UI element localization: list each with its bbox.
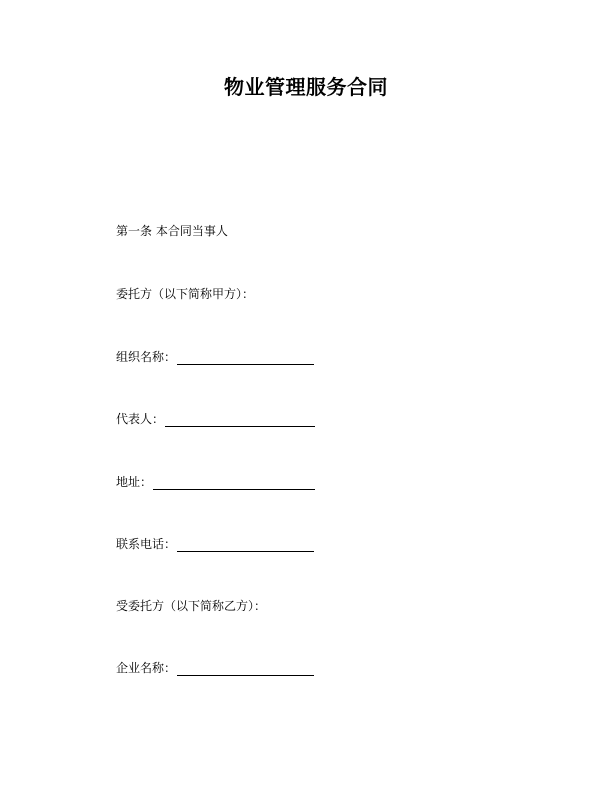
org-name-blank[interactable]: [177, 352, 314, 365]
phone-row: [116, 536, 314, 552]
org-name-label: 组织名称：: [116, 350, 177, 364]
address-blank[interactable]: [153, 477, 315, 490]
address-row: [116, 474, 315, 490]
representative-blank[interactable]: [165, 414, 315, 427]
address-label: 地址：: [116, 475, 153, 489]
representative-label: 代表人：: [116, 412, 165, 426]
party-a-heading: 委托方（以下简称甲方）：: [116, 287, 255, 301]
representative-row: [116, 411, 315, 427]
company-name-blank[interactable]: [177, 663, 314, 676]
document-title: 物业管理服务合同: [224, 75, 388, 99]
phone-label: 联系电话：: [116, 537, 177, 551]
article-heading: 第一条 本合同当事人: [116, 224, 228, 238]
phone-blank[interactable]: [177, 539, 314, 552]
company-name-label: 企业名称：: [116, 661, 177, 675]
org-name-row: [116, 349, 314, 365]
party-b-heading: 受委托方（以下简称乙方）：: [116, 599, 267, 613]
company-name-row: [116, 660, 314, 676]
